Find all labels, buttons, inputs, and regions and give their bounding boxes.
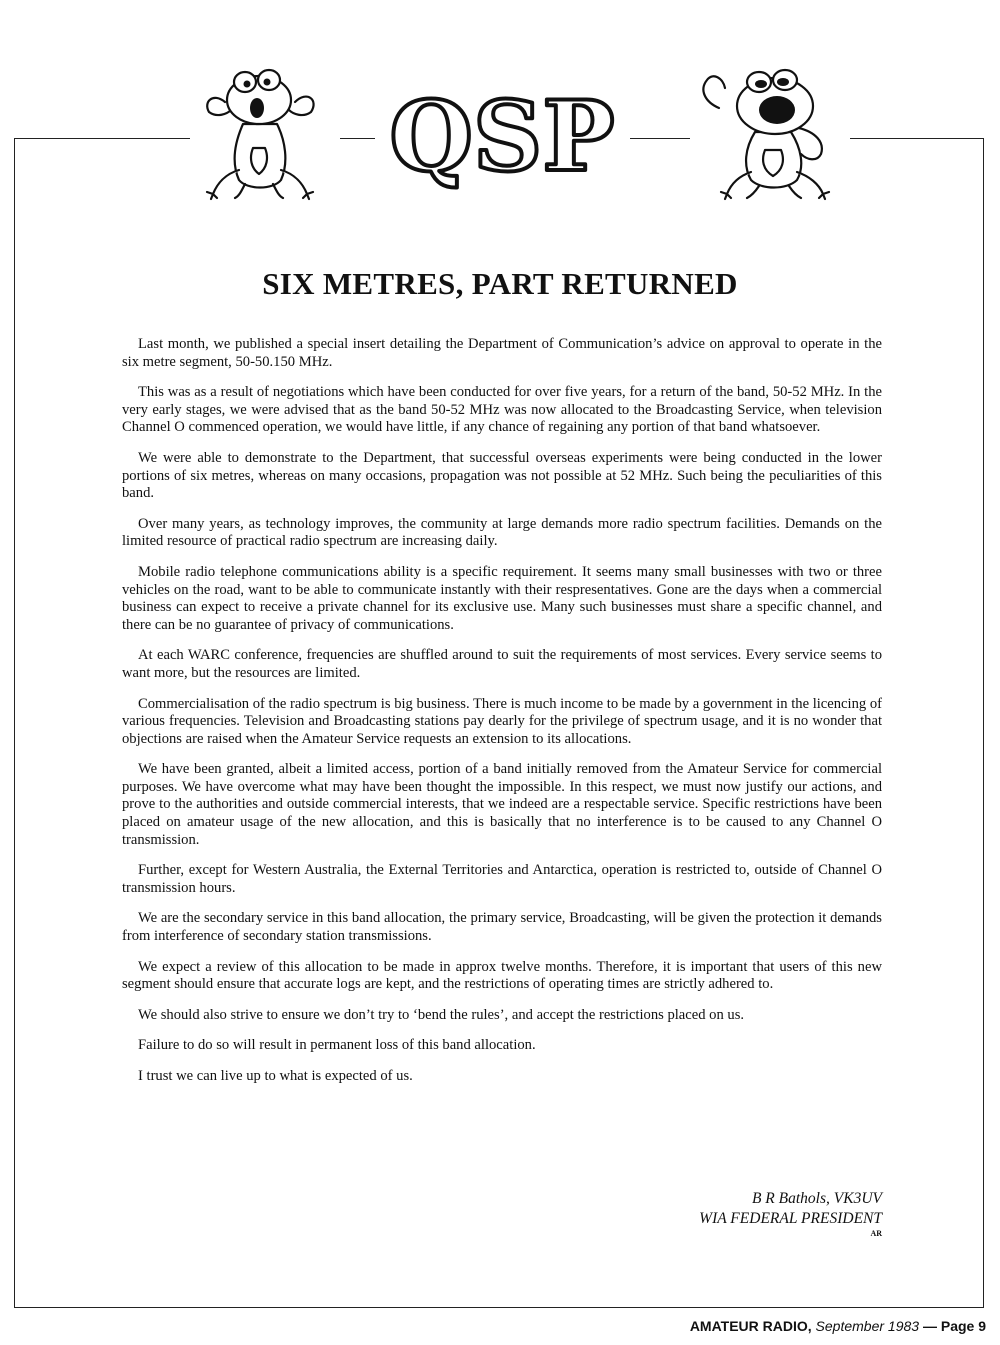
- worried-frog-illustration: [195, 62, 330, 202]
- paragraph: We should also strive to ensure we don’t try to ‘bend the rules’, and accept the restrictions placed on us.: [138, 1006, 745, 1023]
- masthead: [0, 0, 1000, 215]
- paragraph: This was as a result of negotiations which have been conducted for over five years, for a return of the band, 50-52 MHz. In the very early stages, we were advised that as the band 50-52 MHz was now allocated to the Broadcasting Service, when television Channel O commenced operation, we would have little, if any chance of regaining any portion of that band whatsoever.: [122, 384, 882, 436]
- paragraph: I trust we can live up to what is expected of us.: [138, 1068, 413, 1084]
- article-body: [122, 336, 882, 1099]
- paragraph: We were able to demonstrate to the Department, that successful overseas experiments were being conducted in the lower portions of six metres, whereas on many occasions, propagation was not possible at 52 MHz. Such being the peculiarities of this band.: [122, 449, 882, 502]
- article-headline: SIX METRES, PART RETURNED: [262, 266, 738, 301]
- paragraph: Mobile radio telephone communications ability is a specific requirement. It seems many small businesses with two or three vehicles on the road, want to be able to communicate instantly with their respresentatives. Gone are the days when a commercial business can expect to receive a private channel for its exclusive use. Many such businesses must share a specific channel, and there can be no guarantee of privacy of communications.: [122, 563, 882, 633]
- paragraph: Last month, we published a special insert detailing the Department of Communication’s advice on approval to operate in the six metre segment, 50-50.150 MHz.: [122, 336, 882, 370]
- qsp-logo-lettering: [382, 70, 622, 205]
- paragraph: Over many years, as technology improves, the community at large demands more radio spectrum facilities. Demands on the limited resource of practical radio spectrum are increasing daily.: [122, 515, 882, 550]
- paragraph: Further, except for Western Australia, the External Territories and Antarctica, operation is restricted to, outside of Channel O transmission hours.: [122, 862, 882, 896]
- paragraph: At each WARC conference, frequencies are shuffled around to suit the requirements of most services. Every service seems to want more, but the resources are limited.: [122, 647, 882, 681]
- paragraph: We expect a review of this allocation to be made in approx twelve months. Therefore, it is important that users of this new segment should ensure that accurate logs are kept, and the restrictions of operating times are strictly adhered to.: [122, 958, 882, 993]
- paragraph: Commercialisation of the radio spectrum is big business. There is much income to be made by a government in the licencing of various frequencies. Television and Broadcasting stations pay dearly for the privilege of spectrum usage, and it is no wonder that objections are raised when the Amateur Service requests an extension to its allocations.: [122, 695, 882, 747]
- signature-block: [699, 1189, 882, 1240]
- magazine-name: AMATEUR RADIO,: [689, 1318, 812, 1334]
- issue-date: September 1983: [815, 1318, 920, 1334]
- page-number: — Page 9: [922, 1318, 986, 1334]
- paragraph: We are the secondary service in this band allocation, the primary service, Broadcasting, will be given the protection it demands from interference of secondary station transmissions.: [122, 910, 882, 945]
- paragraph: We have been granted, albeit a limited access, portion of a band initially removed from the Amateur Service for commercial purposes. We have overcome what may have been thought the impossible. In this respect, we must now justify our actions, and prove to the authorities and outside commercial interests, that we indeed are a respectable service. Specific restrictions have been placed on amateur usage of the new allocation, and this is basically that no interference is to be caused to any Channel O transmission.: [122, 761, 882, 848]
- qsp-logo: [382, 70, 622, 205]
- signature-name: B R Bathols, VK3UV: [751, 1190, 882, 1207]
- logo-text: QSP: [389, 80, 615, 193]
- end-mark: AR: [870, 1229, 882, 1238]
- shouting-frog-illustration: [695, 62, 840, 202]
- page-footer: [690, 1318, 986, 1334]
- signature-title: WIA FEDERAL PRESIDENT: [699, 1209, 882, 1227]
- paragraph: Failure to do so will result in permanent loss of this band allocation.: [138, 1037, 536, 1054]
